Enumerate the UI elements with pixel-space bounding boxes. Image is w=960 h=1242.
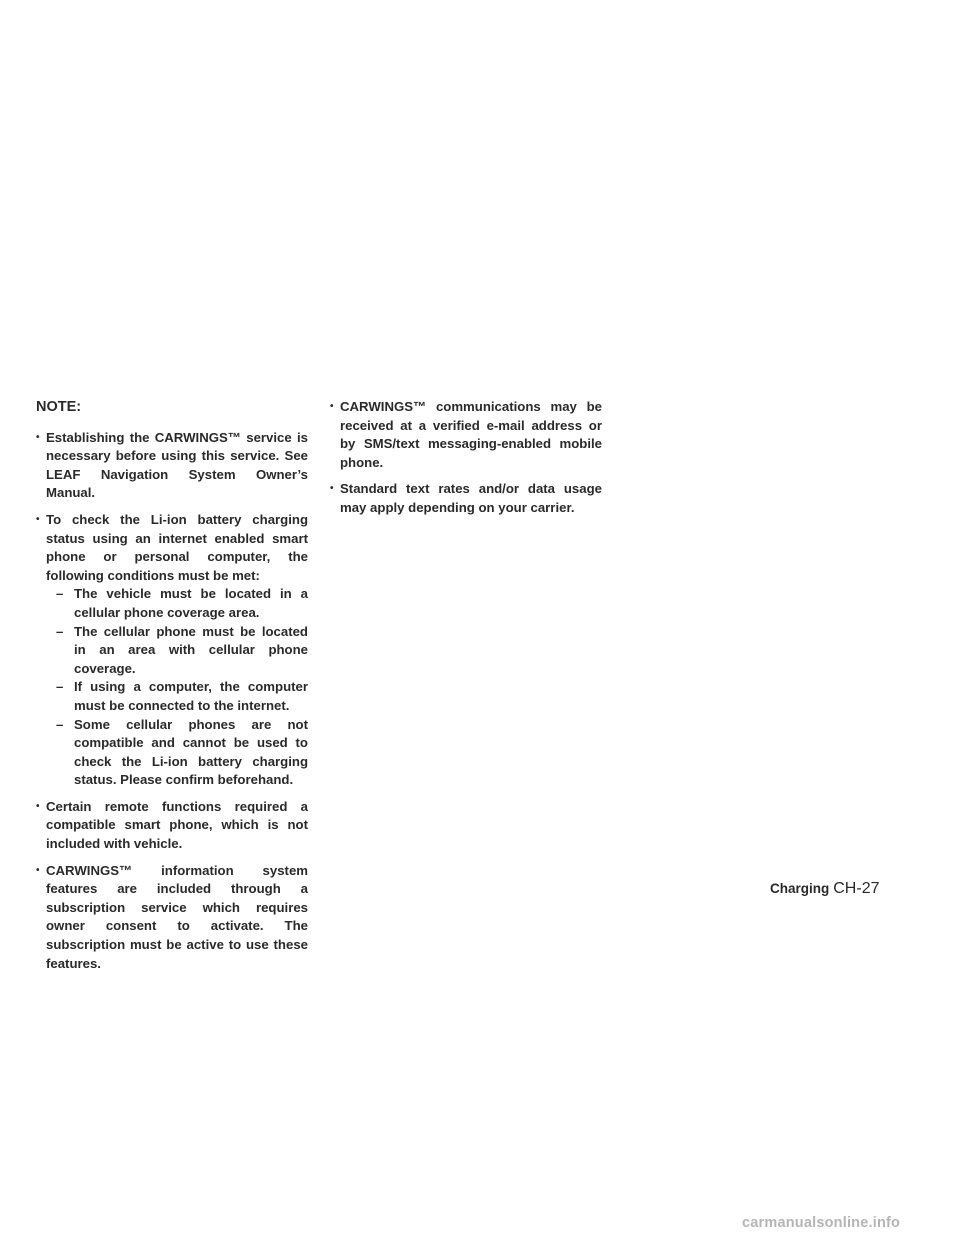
dash-icon: –	[56, 679, 64, 695]
page-footer	[770, 880, 879, 898]
bullet-text: CARWINGS™ communications may be received at a verified e-mail address or by SMS/text messaging-enabled mobile phone.	[340, 399, 602, 470]
note-heading: NOTE:	[36, 399, 82, 415]
bullet-dot-icon: •	[36, 431, 40, 443]
left-column	[36, 398, 308, 981]
note-bullet	[330, 398, 602, 472]
bullet-text: Standard text rates and/or data usage may apply depending on your carrier.	[340, 481, 602, 515]
dash-icon: –	[56, 586, 64, 602]
condition-item	[56, 585, 308, 622]
note-bullet	[330, 480, 602, 517]
bullet-text: CARWINGS™ information system features are included through a subscription service which requires owner consent to activate. The subscription must be active to use these features.	[46, 862, 308, 971]
condition-text: The cellular phone must be located in an area with cellular phone coverage.	[74, 623, 308, 676]
bullet-text: To check the Li-ion battery charging status using an internet enabled smart phone or personal computer, the following conditions must be met:	[46, 511, 308, 583]
watermark: carmanualsonline.info	[742, 1215, 901, 1231]
bullet-text: Establishing the CARWINGS™ service is necessary before using this service. See LEAF Navigation System Owner’s Manual.	[46, 429, 308, 501]
condition-text: Some cellular phones are not compatible and cannot be used to check the Li-ion battery charging status. Please confirm beforehand.	[74, 716, 308, 788]
note-bullet	[36, 862, 308, 974]
bullet-dot-icon: •	[36, 800, 40, 812]
section-title: Charging	[770, 881, 830, 896]
page-number: CH-27	[833, 880, 880, 897]
bullet-dot-icon: •	[330, 401, 334, 412]
note-bullet	[36, 798, 308, 854]
right-column	[330, 398, 602, 526]
condition-text: The vehicle must be located in a cellular phone coverage area.	[74, 586, 308, 620]
condition-text: If using a computer, the computer must be connected to the internet.	[74, 679, 308, 713]
bullet-text: Certain remote functions required a compatible smart phone, which is not included with vehicle.	[46, 798, 308, 852]
bullet-dot-icon: •	[36, 864, 40, 876]
condition-item	[56, 678, 308, 715]
condition-list	[46, 585, 308, 790]
note-bullet	[36, 429, 308, 503]
dash-icon: –	[56, 623, 64, 639]
bullet-dot-icon: •	[36, 513, 40, 525]
condition-item	[56, 623, 308, 679]
condition-item	[56, 716, 308, 790]
bullet-dot-icon: •	[330, 483, 334, 495]
note-bullet	[36, 511, 308, 790]
dash-icon: –	[56, 716, 64, 732]
